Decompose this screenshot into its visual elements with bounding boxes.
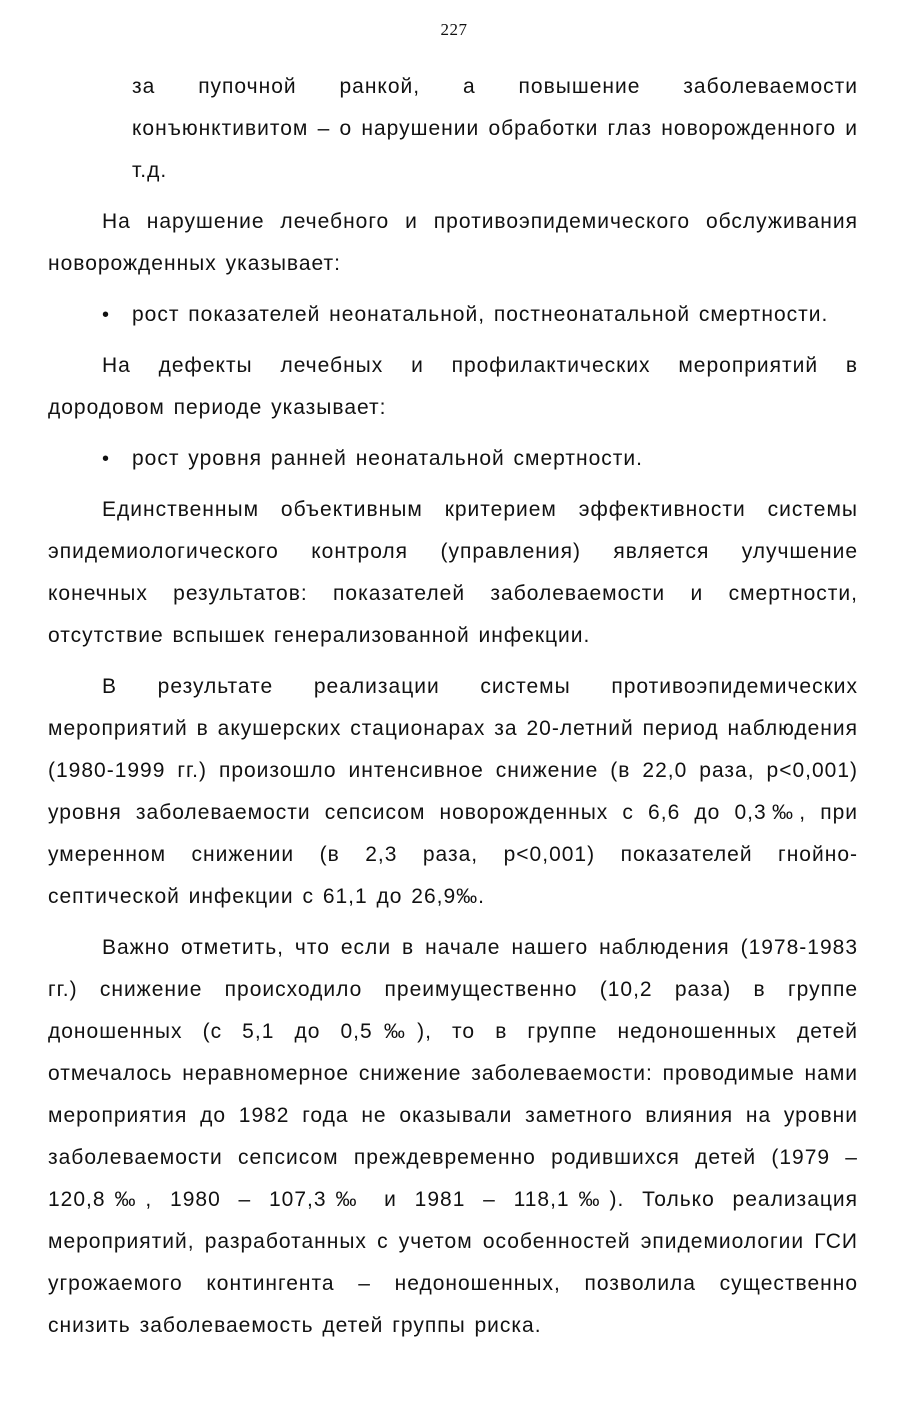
paragraph-prenatal-defects: На дефекты лечебных и профилактических мероприятий в дородовом периоде указывает: bbox=[48, 354, 858, 419]
paragraph-observation: Важно отметить, что если в начале нашего наблюдения (1978-1983 гг.) снижение происходило преимущественно (10,2 раза) в группе доношенных (с 5,1 до 0,5‰), то в группе недоношенных детей отмечалось неравномерное снижение заболеваемости: проводимые нами мероприятия до 1982 года не оказывали заметного влияния на уровни заболеваемости сепсисом преждевременно родившихся детей (1979 – 120,8‰, 1980 – 107,3‰ и 1981 – 118,1‰). Только реализация мероприятий, разработанных с учетом особенностей эпидемиологии ГСИ угрожаемого контингента – недоношенных, позволила существенно снизить заболеваемость детей группы риска. bbox=[48, 936, 858, 1337]
paragraph-continuation: за пупочной ранкой, а повышение заболеваемости конъюнктивитом – о нарушении обработки глаз новорожденного и т.д. bbox=[132, 75, 858, 182]
paragraph-results: В результате реализации системы противоэпидемических мероприятий в акушерских стационарах за 20-летний период наблюдения (1980-1999 гг.) произошло интенсивное снижение (в 22,0 раза, p<0,001) уровня заболеваемости сепсисом новорожденных с 6,6 до 0,3‰, при умеренном снижении (в 2,3 раза, p<0,001) показателей гнойно-септической инфекции с 61,1 до 26,9‰. bbox=[48, 675, 858, 908]
bullet-icon: • bbox=[102, 448, 111, 470]
list-item bbox=[48, 294, 858, 336]
page-number: 227 bbox=[440, 20, 468, 39]
list-item-text: рост показателей неонатальной, постнеонатальной смертности. bbox=[132, 303, 829, 326]
bullet-list-early-mortality bbox=[48, 438, 858, 480]
bullet-list-mortality bbox=[48, 294, 858, 336]
list-item bbox=[48, 438, 858, 480]
paragraph-criterion: Единственным объективным критерием эффективности системы эпидемиологического контроля (управления) является улучшение конечных результатов: показателей заболеваемости и смертности, отсутствие вспышек генерализованной инфекции. bbox=[48, 498, 858, 647]
paragraph-neonatal-service: На нарушение лечебного и противоэпидемического обслуживания новорожденных указывает: bbox=[48, 210, 858, 275]
page-body bbox=[48, 66, 858, 1356]
list-item-text: рост уровня ранней неонатальной смертности. bbox=[132, 447, 643, 470]
bullet-icon: • bbox=[102, 304, 111, 326]
